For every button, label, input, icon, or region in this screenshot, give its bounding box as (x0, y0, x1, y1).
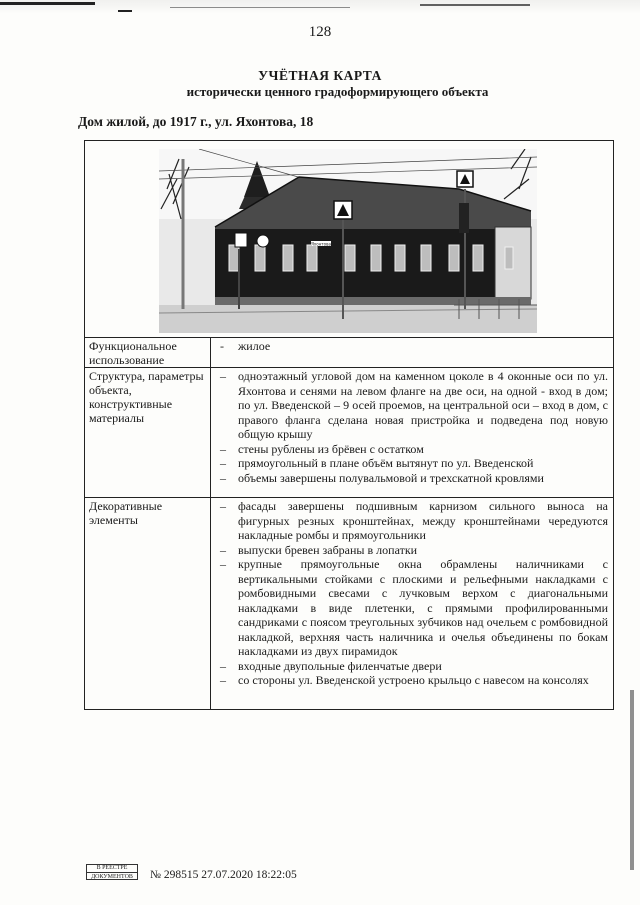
registration-number: № 298515 27.07.2020 18:22:05 (150, 869, 297, 881)
scan-artifact (170, 7, 350, 8)
row-label: Структура, параметры объекта, конструктивные материалы (89, 369, 204, 425)
row-label: Декоративные элементы (89, 499, 163, 527)
list-item: – одноэтажный угловой дом на каменном цоколе в 4 оконные оси по ул. Яхонтова и сенями на левом фланге на две оси, на одной - вход в дом; по ул. Введенской – 9 осей проемов, на центральной оси – вход в дом, с правого фланга сделана новая пристройка и подведена под новую общую крышу (220, 369, 608, 441)
list-item: – прямоугольный в плане объём вытянут по ул. Введенской (220, 456, 534, 470)
card-subtitle: исторически ценного градоформирующего объекта (186, 84, 489, 99)
photo-cell (85, 141, 613, 338)
row-content (216, 339, 608, 354)
list-item: – крупные прямоугольные окна обрамлены наличниками с вертикальными стойками с плоскими и рельефными накладками с ромбовидными свесами с лучковым верхом с диагональными накладками в виде плетенки, с прямыми профилированными сандриками с поясом треугольных зубчиков над очельем с ромбовидной накладкой, верхняя часть наличника и очелья объединены по бокам накладками из двух пирамидок (220, 557, 608, 658)
scan-artifact (630, 690, 634, 870)
row-structure (85, 367, 613, 498)
row-label: Функциональное использование (89, 339, 177, 367)
row-function (85, 337, 613, 368)
list-item: – объемы завершены полувальмовой и трехскатной кровлями (220, 470, 544, 485)
row-decor (85, 497, 613, 709)
scan-artifact (118, 10, 132, 12)
list-item: – выпуски бревен забраны в лопатки (220, 542, 418, 557)
street-name-sign: Яхонтова (311, 241, 331, 247)
list-item: - жилое (220, 339, 271, 353)
record-card (84, 140, 614, 710)
list-item: – со стороны ул. Введенской устроено крыльцо с навесом на консолях (220, 673, 589, 687)
scan-artifact (420, 4, 530, 6)
scan-artifact (0, 2, 95, 5)
page-number: 128 (308, 24, 332, 40)
object-name: Дом жилой, до 1917 г., ул. Яхонтова, 18 (78, 114, 314, 129)
registry-stamp: В РЕЕСТРЕ ДОКУМЕНТОВ (86, 864, 138, 880)
row-content (216, 369, 608, 485)
row-content (216, 499, 608, 688)
card-title: УЧЁТНАЯ КАРТА (258, 68, 382, 83)
list-item: – входные двупольные филенчатые двери (220, 658, 442, 673)
list-item: – фасады завершены подшивным карнизом сильного выноса на фигурных резных кронштейнах, между кронштейнами чередуются накладные ромбы и прямоугольники (220, 499, 608, 542)
list-item: – стены рублены из брёвен с остатком (220, 441, 424, 456)
building-photo (159, 149, 537, 333)
